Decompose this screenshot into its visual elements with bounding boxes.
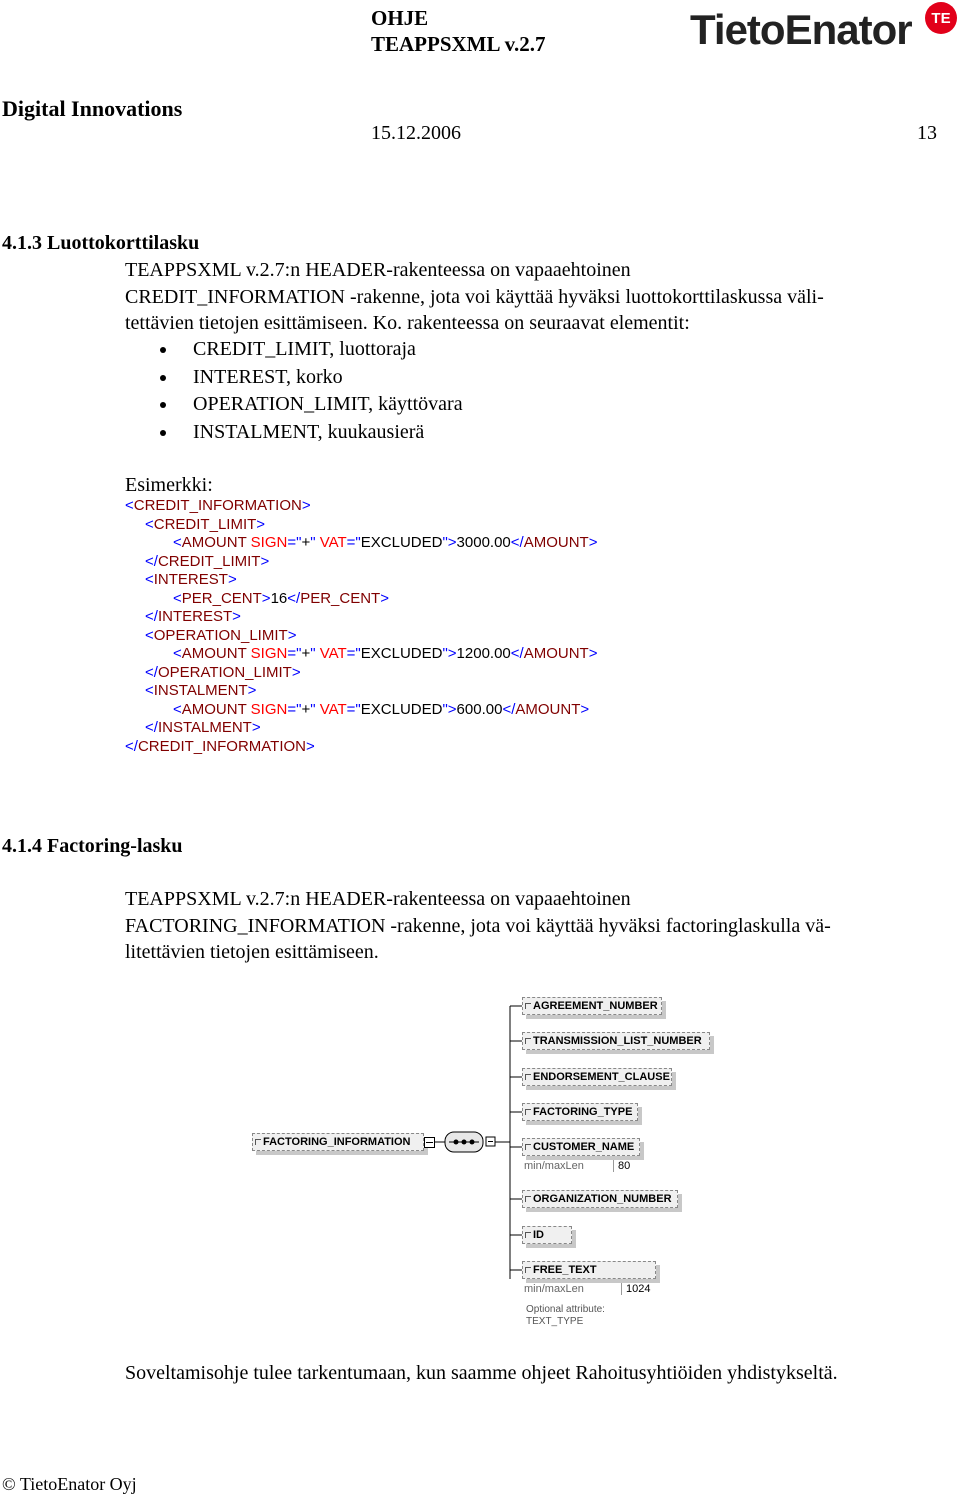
free-text-facet-label: min/maxLen — [524, 1283, 584, 1295]
section-heading-factoring: 4.1.4 Factoring-lasku — [2, 835, 183, 857]
footer-copyright: © TietoEnator Oyj — [2, 1474, 137, 1494]
xml-line — [125, 553, 597, 572]
schema-child-element: ORGANIZATION_NUMBER — [522, 1190, 678, 1208]
customer-name-facet-label: min/maxLen — [524, 1160, 584, 1172]
xml-line — [125, 682, 597, 701]
xml-token: " — [310, 700, 316, 718]
xml-token: SIGN — [250, 534, 288, 551]
xml-line — [125, 608, 597, 627]
xml-token: VAT — [319, 534, 347, 551]
xml-token: + — [301, 534, 311, 551]
xml-token: AMOUNT — [523, 534, 589, 551]
xml-token: </ — [145, 719, 158, 736]
xml-token: > — [260, 552, 270, 570]
xml-token: INSTALMENT — [153, 682, 248, 699]
xml-token: > — [306, 737, 315, 755]
xml-token: =" — [346, 645, 361, 662]
paragraph-line: TEAPPSXML v.2.7:n HEADER-rakenteessa on vapaaehtoinen — [125, 888, 631, 910]
xml-token: < — [145, 626, 154, 644]
xml-line — [125, 534, 597, 553]
xml-token: CREDIT_LIMIT — [153, 515, 257, 533]
paragraph-line: litettävien tietojen esittämiseen. — [125, 941, 379, 963]
logo-wordmark: TietoEnator — [690, 6, 912, 53]
optional-attribute-name: TEXT_TYPE — [526, 1316, 584, 1327]
xml-token: > — [588, 645, 598, 662]
company-name: Digital Innovations — [2, 96, 183, 121]
xml-token: </ — [510, 534, 524, 551]
section2-paragraph — [125, 886, 935, 966]
xml-token: AMOUNT — [181, 645, 247, 662]
xml-token: < — [145, 682, 154, 699]
xml-token: + — [301, 645, 311, 662]
schema-child-element: AGREEMENT_NUMBER — [522, 997, 662, 1015]
schema-root-element: FACTORING_INFORMATION — [252, 1133, 424, 1151]
doc-type-label: OHJE — [371, 6, 429, 30]
collapse-icon — [424, 1137, 435, 1148]
xml-token: INTEREST — [153, 571, 228, 588]
schema-child-element: FACTORING_TYPE — [522, 1103, 638, 1121]
schema-child-element: CUSTOMER_NAME — [522, 1138, 640, 1156]
paragraph-line: CREDIT_INFORMATION -rakenne, jota voi käyttää hyväksi luottokorttilaskussa väli- — [125, 285, 824, 308]
xml-token: =" — [287, 534, 302, 551]
xml-token: < — [125, 497, 134, 514]
xml-line — [125, 719, 597, 738]
xml-token: "> — [442, 645, 457, 662]
xml-line — [125, 516, 597, 535]
paragraph-line: FACTORING_INFORMATION -rakenne, jota voi käyttää hyväksi factoringlaskulla vä- — [125, 914, 831, 937]
xml-token: SIGN — [250, 645, 288, 662]
xml-line — [125, 701, 597, 720]
xml-token: </ — [287, 589, 301, 607]
xml-token: < — [173, 700, 182, 718]
xml-token: < — [173, 645, 182, 662]
xml-token: CREDIT_INFORMATION — [133, 497, 302, 514]
page-number: 13 — [917, 122, 937, 144]
xml-token: INSTALMENT — [157, 719, 252, 736]
paragraph-line: TEAPPSXML v.2.7:n HEADER-rakenteessa on vapaaehtoinen — [125, 259, 631, 281]
xml-token: OPERATION_LIMIT — [153, 626, 288, 644]
doc-version-label: TEAPPSXML v.2.7 — [371, 32, 546, 56]
xml-token: > — [588, 534, 598, 551]
section-heading-credit-card: 4.1.3 Luottokorttilasku — [2, 232, 200, 254]
schema-diagram — [240, 990, 740, 1330]
xml-token: < — [145, 515, 154, 533]
bullet-item: CREDIT_LIMIT, luottoraja — [125, 336, 825, 364]
xml-token: EXCLUDED — [360, 645, 443, 662]
paragraph-line: tettävien tietojen esittämiseen. Ko. rakenteessa on seuraavat elementit: — [125, 312, 690, 334]
xml-token: AMOUNT — [523, 645, 589, 662]
doc-date: 15.12.2006 — [371, 122, 461, 144]
bullet-item: OPERATION_LIMIT, käyttövara — [125, 391, 825, 419]
xml-token: < — [173, 589, 182, 607]
xml-token: > — [256, 515, 266, 533]
xml-line — [125, 664, 597, 683]
xml-token: " — [310, 534, 316, 551]
xml-token: </ — [145, 608, 158, 625]
xml-token: > — [291, 663, 301, 681]
bullet-item: INTEREST, korko — [125, 364, 825, 392]
xml-line — [125, 571, 597, 590]
xml-token: </ — [510, 645, 524, 662]
closing-note: Soveltamisohje tulee tarkentumaan, kun saamme ohjeet Rahoitusyhtiöiden yhdistykseltä. — [125, 1362, 838, 1384]
xml-token: > — [580, 700, 590, 718]
xml-token: =" — [346, 534, 361, 551]
xml-token: AMOUNT — [181, 700, 247, 718]
xml-token: 1200.00 — [456, 645, 511, 662]
schema-child-element: ENDORSEMENT_CLAUSE — [522, 1068, 672, 1086]
xml-line — [125, 497, 597, 516]
xml-token: =" — [346, 700, 361, 718]
bullet-item: INSTALMENT, kuukausierä — [125, 419, 825, 447]
xml-token: PER_CENT — [181, 589, 262, 607]
xml-token: < — [173, 534, 182, 551]
xml-token: VAT — [319, 700, 347, 718]
xml-token: > — [227, 571, 237, 588]
example-label: Esimerkki: — [125, 474, 213, 496]
xml-line — [125, 645, 597, 664]
xml-token: > — [232, 608, 241, 625]
customer-name-maxlen: 80 — [613, 1160, 630, 1172]
company-logo — [690, 6, 912, 58]
xml-token: </ — [145, 663, 158, 681]
xml-token: > — [261, 589, 271, 607]
xml-token: 16 — [270, 589, 288, 607]
free-text-maxlen: 1024 — [621, 1283, 650, 1295]
element-bullet-list — [125, 336, 825, 446]
xml-token: > — [251, 719, 261, 736]
xml-token: "> — [442, 700, 457, 718]
xml-token: + — [301, 700, 311, 718]
xml-token: > — [380, 589, 389, 607]
schema-child-element: FREE_TEXT — [522, 1261, 656, 1279]
xml-token: "> — [442, 534, 457, 551]
logo-badge-icon: TE — [925, 2, 957, 34]
xml-token: 3000.00 — [456, 534, 511, 551]
xml-token: < — [145, 571, 154, 588]
xml-token: INTEREST — [157, 608, 233, 625]
xml-token: AMOUNT — [181, 534, 247, 551]
xml-token: " — [310, 645, 316, 662]
xml-token: =" — [287, 645, 302, 662]
xml-token: AMOUNT — [515, 700, 581, 718]
xml-line — [125, 627, 597, 646]
optional-attribute-label: Optional attribute: — [526, 1304, 605, 1315]
xml-token: =" — [287, 700, 302, 718]
xml-example-code — [125, 497, 597, 756]
schema-child-element: ID — [522, 1226, 572, 1244]
xml-token: EXCLUDED — [360, 534, 443, 551]
xml-token: SIGN — [250, 700, 288, 718]
xml-token: > — [301, 497, 311, 514]
section1-paragraph — [125, 257, 935, 337]
xml-token: EXCLUDED — [360, 700, 443, 718]
xml-line — [125, 738, 597, 757]
xml-token: CREDIT_LIMIT — [157, 552, 261, 570]
xml-token: > — [247, 682, 257, 699]
xml-token: CREDIT_INFORMATION — [137, 737, 306, 755]
schema-child-element: TRANSMISSION_LIST_NUMBER — [522, 1032, 710, 1050]
xml-line — [125, 590, 597, 609]
xml-token: </ — [145, 552, 158, 570]
xml-token: > — [287, 626, 297, 644]
xml-token: OPERATION_LIMIT — [157, 663, 292, 681]
xml-token: 600.00 — [456, 700, 503, 718]
xml-token: </ — [502, 700, 516, 718]
xml-token: PER_CENT — [300, 589, 381, 607]
xml-token: VAT — [319, 645, 347, 662]
xml-token: </ — [125, 737, 138, 755]
